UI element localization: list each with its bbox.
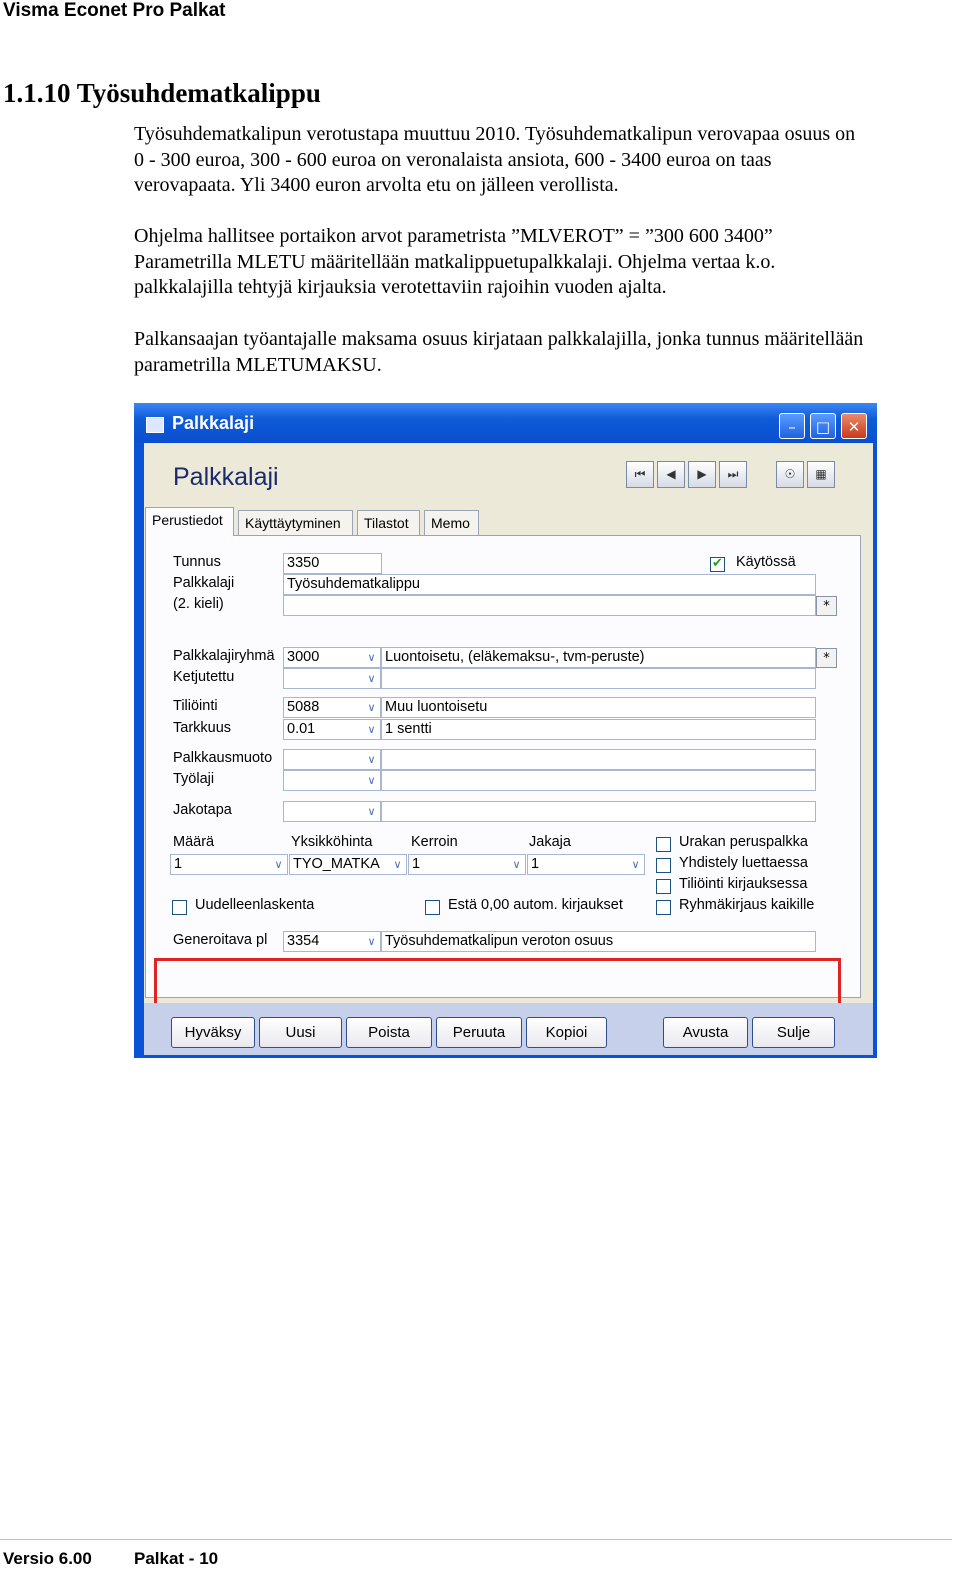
peruuta-button[interactable]: Peruuta [436,1017,522,1048]
urakan-checkbox[interactable] [656,837,671,852]
form-title: Palkkalaji [173,463,279,491]
ryhmakirjaus-checkbox[interactable] [656,900,671,915]
ketjutettu-description [381,668,816,689]
hyvaksy-button[interactable]: Hyväksy [171,1017,255,1048]
tyolaji-description [381,770,816,791]
sulje-button[interactable]: Sulje [752,1017,835,1048]
tab-kayttaytyminen[interactable]: Käyttäytyminen [238,510,353,535]
kerroin-select[interactable] [408,854,526,875]
label-tunnus: Tunnus [173,554,221,570]
footer-page: Palkat - 10 [134,1549,219,1568]
maara-value: 1 [174,856,183,872]
last-record-icon[interactable]: ⏭ [719,461,747,488]
label-palkkausmuoto: Palkkausmuoto [173,750,273,766]
label-jakaja: Jakaja [529,834,571,850]
ryhma-select[interactable] [283,647,381,668]
tarkkuus-code: 0.01 [287,721,316,737]
yksikkohinta-select[interactable] [289,854,407,875]
palkkalaji-field[interactable]: Työsuhdematkalippu [283,574,816,595]
chevron-down-icon[interactable]: ∨ [512,858,521,871]
yksikkohinta-value: TYO_MATKA [293,856,380,872]
ryhma-description: Luontoisetu, (eläkemaksu-, tvm-peruste) [381,647,816,668]
kieli2-field[interactable] [283,595,816,616]
palkkausmuoto-description [381,749,816,770]
text-line: Palkansaajan työantajalle maksama osuus kirjataan palkkalajilla, jonka tunnus määritellään [134,328,864,350]
label-ryhmakirjaus: Ryhmäkirjaus kaikille [679,897,815,913]
form-icon [146,417,164,433]
generoitava-select[interactable] [283,931,381,952]
label-jakotapa: Jakotapa [173,802,232,818]
label-kerroin: Kerroin [411,834,458,850]
label-generoitava: Generoitava pl [173,932,268,948]
yhdistely-checkbox[interactable] [656,858,671,873]
ryhma-code: 3000 [287,649,320,665]
tiliointi-kirj-checkbox[interactable] [656,879,671,894]
text-line: palkkalajilla tehtyjä kirjauksia verotettaviin rajoihin vuoden ajalta. [134,276,667,298]
generoitava-code: 3354 [287,933,320,949]
window-client [144,443,873,1055]
paragraph-3 [134,327,954,378]
asterisk-icon[interactable]: * [816,596,837,616]
maximize-icon[interactable]: □ [810,413,836,439]
label-maara: Määrä [173,834,215,850]
label-tiliointi: Tiliöinti [173,698,218,714]
tab-perustiedot[interactable]: Perustiedot [145,507,234,536]
tiliointi-code: 5088 [287,699,320,715]
poista-button[interactable]: Poista [346,1017,432,1048]
text-line: 0 - 300 euroa, 300 - 600 euroa on veronalaista ansiota, 600 - 3400 euroa on taas [134,148,772,171]
chevron-down-icon[interactable]: ∨ [367,935,376,948]
chevron-down-icon[interactable]: ∨ [631,858,640,871]
text-line: parametrilla MLETUMAKSU. [134,353,382,376]
tunnus-field[interactable]: 3350 [283,553,382,574]
first-record-icon[interactable]: ⏮ [626,461,654,488]
window-title: Palkkalaji [172,413,255,433]
avusta-button[interactable]: Avusta [663,1017,748,1048]
document-header: Visma Econet Pro Palkat [3,0,226,21]
chevron-down-icon[interactable]: ∨ [274,858,283,871]
jakaja-value: 1 [531,856,540,872]
chevron-down-icon[interactable]: ∨ [367,672,376,685]
minimize-icon[interactable]: – [779,413,805,439]
label-ryhma: Palkkalajiryhmä [173,648,275,664]
jakotapa-select[interactable] [283,801,381,822]
chevron-down-icon[interactable]: ∨ [367,805,376,818]
label-kaytossa: Käytössä [736,554,796,570]
label-tiliointi-kirj: Tiliöinti kirjauksessa [679,876,808,892]
tiliointi-select[interactable] [283,697,381,718]
label-ketjutettu: Ketjutettu [173,669,235,685]
text-line: Työsuhdematkalipun verotustapa muuttuu 2010. Työsuhdematkalipun verovapaa osuus on [134,123,856,145]
chevron-down-icon[interactable]: ∨ [367,774,376,787]
tab-memo[interactable]: Memo [424,510,479,535]
kaytossa-checkbox[interactable]: ✔ [710,557,725,572]
paragraph-1 [134,122,954,199]
tiliointi-description: Muu luontoisetu [381,697,816,718]
text-line: verovapaata. Yli 3400 euron arvolta etu on jälleen verollista. [134,174,619,196]
label-kieli2: (2. kieli) [173,596,224,612]
asterisk-icon[interactable]: * [816,648,837,668]
label-tyolaji: Työlaji [173,771,215,787]
section-heading: 1.1.10 Työsuhdematkalippu [3,78,321,108]
uudelleen-checkbox[interactable] [172,900,187,915]
label-yksikkohinta: Yksikköhinta [291,834,373,850]
tarkkuus-description: 1 sentti [381,719,816,740]
close-icon[interactable]: ✕ [841,413,867,439]
grid-view-icon[interactable]: ▦ [807,461,835,488]
jakotapa-description [381,801,816,822]
tab-tilastot[interactable]: Tilastot [357,510,420,535]
palkkalaji-window [134,403,877,1058]
chevron-down-icon[interactable]: ∨ [367,723,376,736]
next-record-icon[interactable]: ▶ [688,461,716,488]
chevron-down-icon[interactable]: ∨ [367,651,376,664]
generoitava-description: Työsuhdematkalipun veroton osuus [381,931,816,952]
button-bar [144,1003,873,1055]
uusi-button[interactable]: Uusi [259,1017,342,1048]
ketjutettu-select[interactable] [283,668,381,689]
text-line: Ohjelma hallitsee portaikon arvot parametrista ”MLVEROT” = ”300 600 3400” [134,225,773,247]
esta-checkbox[interactable] [425,900,440,915]
label-palkkalaji: Palkkalaji [173,575,235,591]
label-tarkkuus: Tarkkuus [173,720,232,736]
label-uudelleen: Uudelleenlaskenta [195,897,315,913]
kerroin-value: 1 [412,856,421,872]
paragraph-2 [134,224,954,301]
perustiedot-panel [145,535,861,998]
label-urakan: Urakan peruspalkka [679,834,808,850]
footer-version: Versio 6.00 [3,1549,92,1568]
tyolaji-select[interactable] [283,770,381,791]
chevron-down-icon[interactable]: ∨ [393,858,402,871]
jakaja-select[interactable] [527,854,645,875]
chevron-down-icon[interactable]: ∨ [367,701,376,714]
prev-record-icon[interactable]: ◀ [657,461,685,488]
binoculars-icon[interactable]: ☉ [776,461,804,488]
label-esta: Estä 0,00 autom. kirjaukset [448,897,623,913]
palkkausmuoto-select[interactable] [283,749,381,770]
label-yhdistely: Yhdistely luettaessa [679,855,808,871]
footer-divider [0,1539,952,1540]
text-line: Parametrilla MLETU määritellään matkalippuetupalkkalaji. Ohjelma vertaa k.o. [134,250,776,273]
maara-select[interactable] [170,854,288,875]
tarkkuus-select[interactable] [283,719,381,740]
window-titlebar [134,403,877,443]
chevron-down-icon[interactable]: ∨ [367,753,376,766]
kopioi-button[interactable]: Kopioi [526,1017,607,1048]
